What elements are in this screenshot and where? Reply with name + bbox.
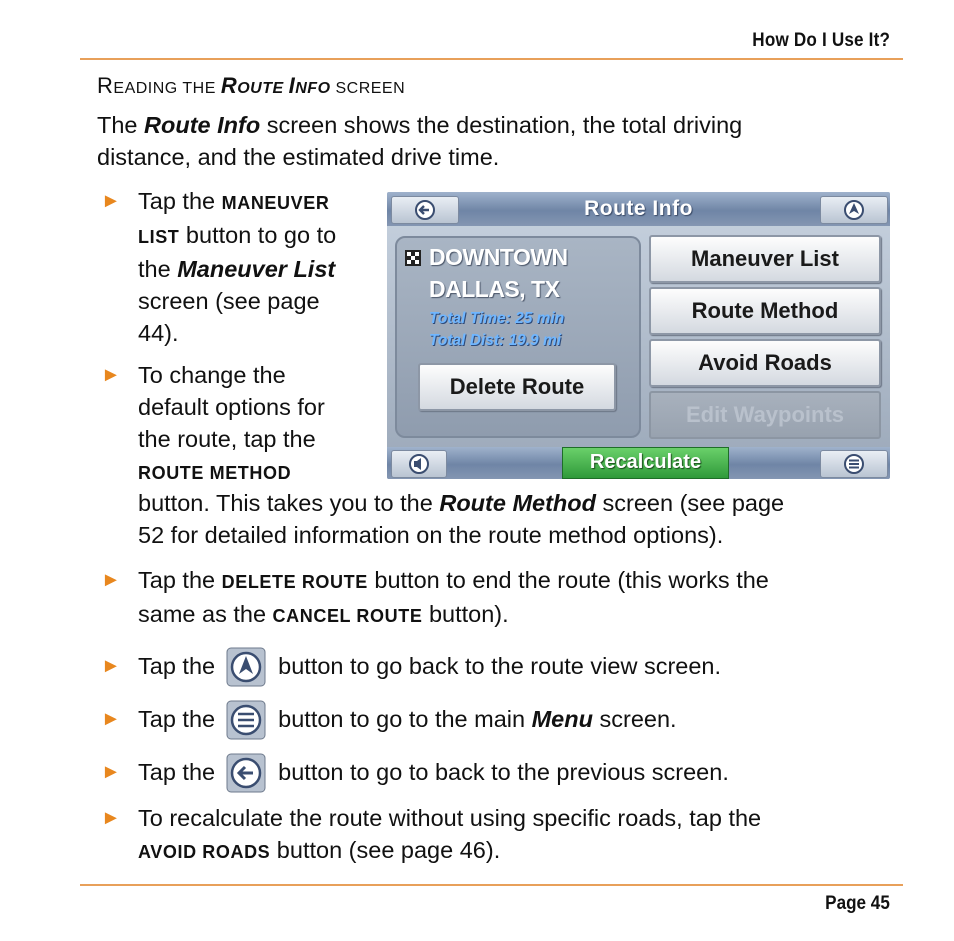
- screen-title: Route Info: [584, 197, 693, 220]
- volume-button[interactable]: [391, 450, 447, 478]
- bullet-marker: ►: [101, 807, 121, 829]
- delete-route-button[interactable]: Delete Route: [418, 363, 616, 411]
- bullet-main-menu: Tap the button to go to the main Menu screen.: [138, 703, 908, 735]
- back-arrow-icon: [226, 753, 266, 793]
- bullet-marker: ►: [101, 569, 121, 591]
- total-time: Total Time: 25 min: [429, 310, 565, 327]
- page-number: Page 45: [825, 893, 890, 914]
- compass-icon: [226, 647, 266, 687]
- section-heading: READING THE ROUTE INFO SCREEN: [97, 73, 406, 98]
- menu-button[interactable]: [820, 450, 888, 478]
- bullet-route-method-cont: button. This takes you to the Route Method screen (see page 52 for detailed information on the route method options).: [138, 490, 785, 548]
- bullet-marker: ►: [101, 708, 121, 730]
- running-header: How Do I Use It?: [752, 30, 890, 51]
- bullet-marker: ►: [101, 655, 121, 677]
- route-method-button[interactable]: Route Method: [649, 287, 881, 335]
- bullet-route-view: Tap the button to go back to the route view screen.: [138, 650, 908, 682]
- avoid-roads-button[interactable]: Avoid Roads: [649, 339, 881, 387]
- header-rule: [80, 58, 903, 60]
- maneuver-list-button[interactable]: Maneuver List: [649, 235, 881, 283]
- footer-rule: [80, 884, 903, 886]
- bullet-delete-route: Tap the DELETE ROUTE button to end the route (this works the same as the CANCEL ROUTE button).: [138, 567, 769, 627]
- bullet-maneuver-list: Tap the MANEUVER LIST button to go to the Maneuver List screen (see page 44).: [138, 188, 337, 346]
- route-info-screenshot: [387, 192, 890, 479]
- intro-paragraph: The Route Info screen shows the destination, the total driving distance, and the estimated drive time.: [97, 112, 743, 170]
- bullet-route-method: To change the default options for the route, tap the ROUTE METHOD: [138, 362, 325, 483]
- recalculate-button[interactable]: Recalculate: [562, 447, 729, 479]
- bullet-marker: ►: [101, 364, 121, 386]
- speaker-icon: [392, 451, 446, 477]
- destination-panel: [395, 236, 641, 438]
- bullet-marker: ►: [101, 761, 121, 783]
- destination-line1: DOWNTOWN: [429, 244, 568, 270]
- edit-waypoints-button: Edit Waypoints: [649, 391, 881, 439]
- bullet-avoid-roads: To recalculate the route without using specific roads, tap the AVOID ROADS button (see page 46).: [138, 805, 762, 863]
- bullet-marker: ►: [101, 190, 121, 212]
- compass-icon: [821, 197, 887, 223]
- route-view-button[interactable]: [820, 196, 888, 224]
- total-distance: Total Dist: 19.9 mi: [429, 332, 562, 349]
- checkered-flag-icon: [405, 250, 421, 266]
- menu-icon: [226, 700, 266, 740]
- destination-line2: DALLAS, TX: [429, 276, 560, 302]
- bullet-previous-screen: Tap the button to go to back to the previous screen.: [138, 756, 908, 788]
- menu-icon: [821, 451, 887, 477]
